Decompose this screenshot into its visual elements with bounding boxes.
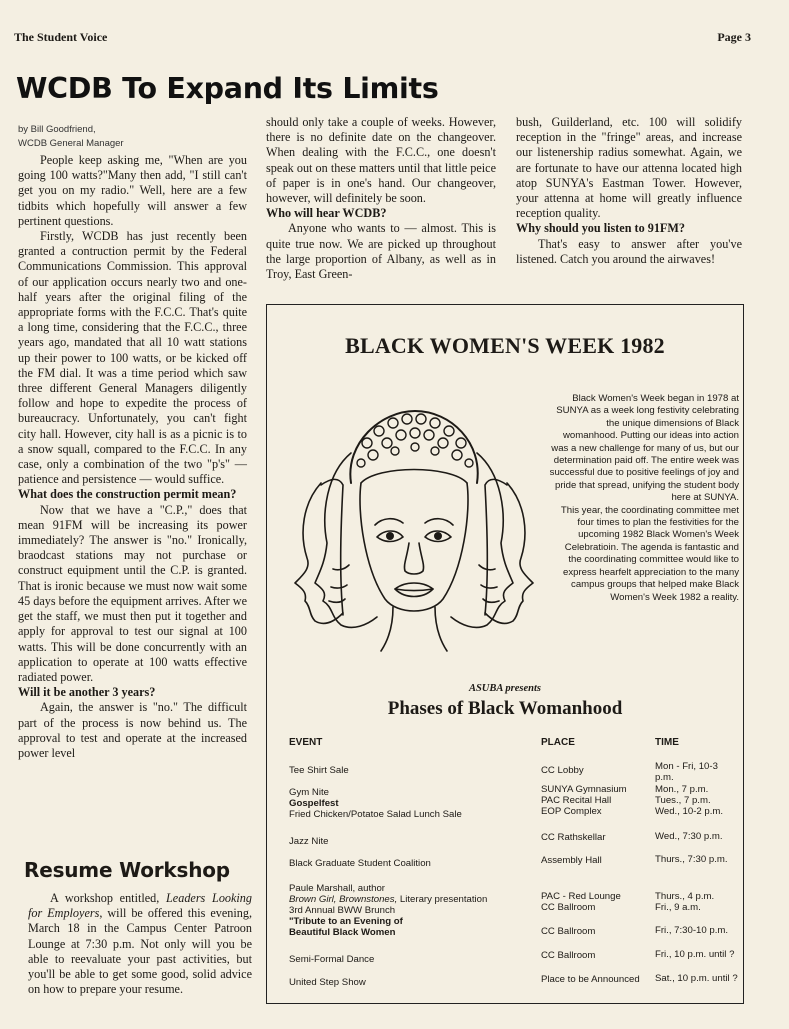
event-time: Mon., 7 p.m. [655, 784, 709, 795]
question-heading: Why should you listen to 91FM? [516, 221, 685, 236]
event-time: Sat., 10 p.m. until ? [655, 973, 738, 984]
event-name: Fried Chicken/Potatoe Salad Lunch Sale [289, 809, 462, 820]
book-title: Brown Girl, Brownstones, [289, 894, 398, 905]
event-name: Gospelfest [289, 798, 339, 809]
event-name: Semi-Formal Dance [289, 954, 375, 965]
event-name: Black Graduate Student Coalition [289, 858, 431, 869]
column-header-place: PLACE [541, 737, 575, 748]
paragraph [28, 891, 252, 997]
resume-text-before: A workshop entitled, [50, 891, 167, 905]
event-name [289, 894, 529, 905]
event-place: PAC Recital Hall [541, 795, 612, 806]
event-name: Jazz Nite [289, 836, 329, 847]
event-place: SUNYA Gymnasium [541, 784, 627, 795]
event-name: Gym Nite [289, 787, 329, 798]
bww-title: BLACK WOMEN'S WEEK 1982 [345, 333, 665, 358]
article-column-2 [266, 115, 496, 282]
column-header-event: EVENT [289, 737, 323, 748]
event-place: Assembly Hall [541, 855, 602, 866]
article-column-3 [516, 115, 742, 267]
event-time: Fri., 9 a.m. [655, 902, 701, 913]
workshop-title: Leaders Looking for Employers [28, 891, 252, 921]
paragraph: That's easy to answer after you've listened. Catch you around the airwaves! [516, 236, 742, 266]
paragraph: should only take a couple of weeks. However, there is no definite date on the changeover. When dealing with the F.C.C., one doesn't speak out on these matters until that little peice of paper is in one's hand. Our changeover, however, will definitely be soon. [266, 115, 496, 206]
paragraph: Firstly, WCDB has just recently been granted a contruction permit by the Federal Communications Commission. This approval of our application occurs nearly two and one-half years after the original filing of the appropriate forms with the F.C.C. That's quite a long time, considering that the F.C.C., three years ago, mandated that all 10 watt stations up their power to 100 watts, or be kicked off the FM dial. It was a time period which saw three different General Managers diligently follow and hope to expedite the process of bureaucracy. Unfortunately, you can't fight city hall. However, city hall is as a picnic is to a snow squall, compared to the F.C.C. In any case, only a combination of the two "p's" — patience and persistence — would suffice. [18, 229, 247, 487]
resume-text-after: , will be offered this evening, March 18 in the Campus Center Patroon Lounge at 7:30 p.m. Not only will you be able to reevaluate your past activities, but you'll be able to get some good, solid advice on how to prepare your resume. [28, 906, 252, 997]
question-heading: Will it be another 3 years? [18, 685, 156, 700]
event-suffix: Literary presentation [397, 894, 488, 905]
page-number: Page 3 [717, 30, 751, 44]
event-place: CC Lobby [541, 765, 584, 776]
paragraph: People keep asking me, "When are you going 100 watts?"Many then add, "I still can't get you on my radio." Well, here are a few tidbits which hopefully will answer a few pertinent questions. [18, 153, 247, 228]
presenter-line: ASUBA presents [468, 683, 542, 694]
black-womens-week-box [266, 304, 744, 1004]
event-time: Thurs., 7:30 p.m. [655, 854, 728, 865]
event-name: Paule Marshall, author [289, 883, 385, 894]
publication-name: The Student Voice [14, 30, 108, 44]
event-name: "Tribute to an Evening of Beautiful Black Women [289, 916, 403, 939]
article-headline: WCDB To Expand Its Limits [16, 72, 439, 105]
paragraph: Black Women's Week began in 1978 at SUNYA as a week long festivity celebrating the unique dimensions of Black womanhood. Putting our ideas into action was a new challenge for many of us, but our determination paid off. The entire week was successful due to positive feelings of joy and pride that spread, unifying the student body here at SUNYA. [549, 393, 739, 504]
question-heading: What does the construction permit mean? [18, 487, 237, 502]
question-heading: Who will hear WCDB? [266, 206, 387, 221]
event-name: 3rd Annual BWW Brunch [289, 905, 396, 916]
event-time: Thurs., 4 p.m. [655, 891, 715, 902]
event-time: Wed., 10-2 p.m. [655, 806, 724, 817]
event-name: Tee Shirt Sale [289, 765, 349, 776]
resume-headline: Resume Workshop [24, 858, 230, 882]
event-place: CC Ballroom [541, 926, 596, 937]
event-time: Wed., 7:30 p.m. [655, 831, 723, 842]
bww-description [549, 393, 739, 604]
byline-author: by Bill Goodfriend, [18, 124, 96, 135]
event-place: PAC - Red Lounge [541, 891, 621, 902]
event-name: United Step Show [289, 977, 366, 988]
event-time: Tues., 7 p.m. [655, 795, 711, 806]
article-column-1 [18, 153, 247, 761]
paragraph: Anyone who wants to — almost. This is quite true now. We are picked up throughout the large proportion of Albany, as well as in Troy, East Green- [266, 221, 496, 282]
paragraph: This year, the coordinating committee met four times to plan the festivities for the upcoming 1982 Black Women's Week Celebratioin. The agenda is fantastic and the coordinating committee would like to express hearfelt appreciation to the many campus groups that helped make Black Women's Week 1982 a reality. [560, 504, 739, 603]
event-place: CC Ballroom [541, 902, 596, 913]
schedule-title: Phases of Black Womanhood [387, 698, 623, 719]
paragraph: Now that we have a "C.P.," does that mean 91FM will be increasing its power immediately? The answer is "no." Ironically, braodcast stations may not purchase or construct equipment until the C.P. is granted. That is ironic because we must now wait some 45 days before the equipment arrives. After we get the staff, we must then put it together and apply for approval to test our signal at 100 watts. This will be done concurrently with an application to operate at 100 watts effective radiated power. [18, 502, 247, 684]
event-time: Fri., 10 p.m. until ? [655, 949, 735, 960]
paragraph: bush, Guilderland, etc. 100 will solidify reception in the "fringe" areas, and increase our listenership radius somewhat. Again, we are fortunate to have our attenna located high atop SUNYA's Eastman Tower. However, your attenna at home will greatly influence reception quality. [516, 115, 742, 221]
resume-body [28, 891, 252, 997]
event-time: Mon - Fri, 10-3 p.m. [655, 761, 718, 784]
event-place: EOP Complex [541, 806, 602, 817]
paragraph: Again, the answer is "no." The difficult part of the process is now behind us. The approval to test and operate at the increased power level [18, 700, 247, 760]
event-place: CC Rathskellar [541, 832, 606, 843]
event-time: Fri., 7:30-10 p.m. [655, 925, 729, 936]
event-place: Place to be Announced [541, 974, 640, 985]
byline-title: WCDB General Manager [18, 138, 124, 149]
column-header-time: TIME [655, 737, 679, 748]
event-place: CC Ballroom [541, 950, 596, 961]
women-faces-illustration [281, 393, 547, 655]
